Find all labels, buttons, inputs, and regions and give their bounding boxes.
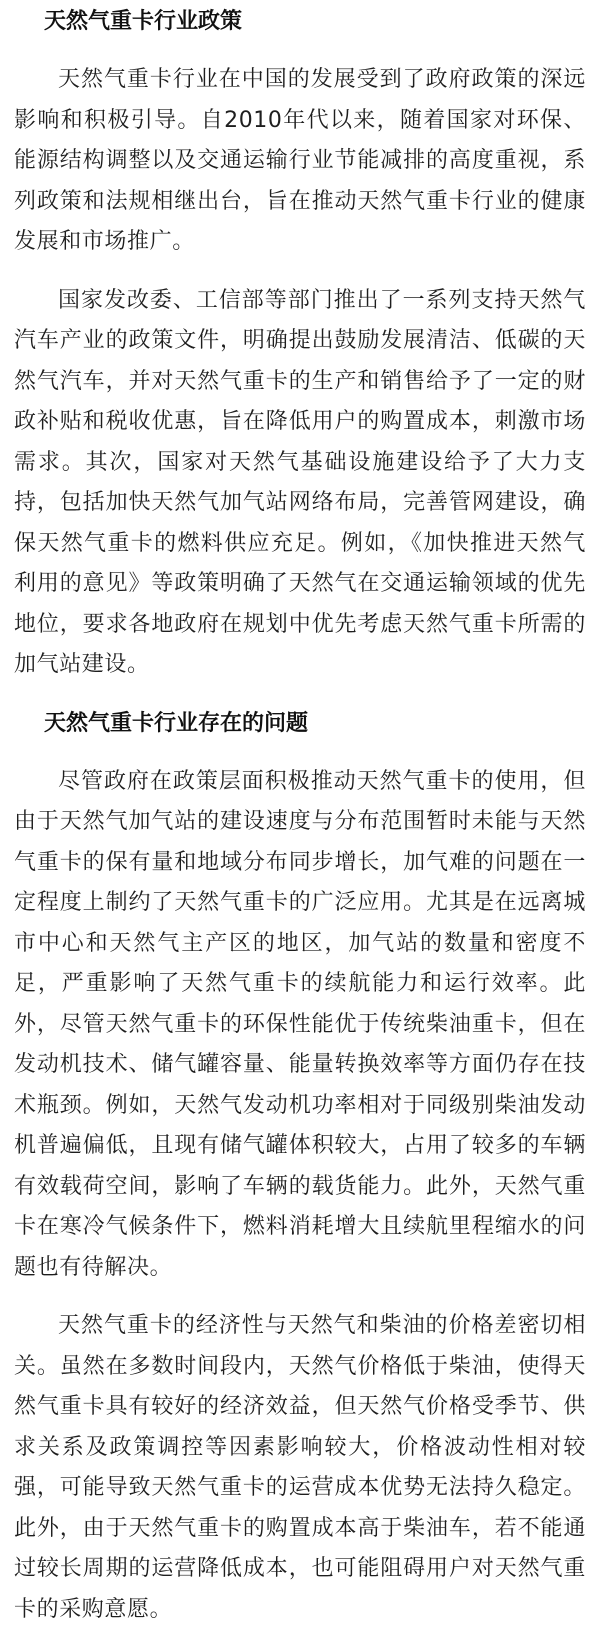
paragraph: 天然气重卡行业在中国的发展受到了政府政策的深远影响和积极引导。自2010年代以来，随着国家对环保、能源结构调整以及交通运输行业节能减排的高度重视，系列政策和法规相继出台，旨在推动天然气重卡行业的健康发展和市场推广。 [14, 67, 586, 254]
article-body [0, 2, 600, 1623]
section-heading-policy: 天然气重卡行业政策 [44, 9, 243, 34]
paragraph: 尽管政府在政策层面积极推动天然气重卡的使用，但由于天然气加气站的建设速度与分布范围暂时未能与天然气重卡的保有量和地域分布同步增长，加气难的问题在一定程度上制约了天然气重卡的广泛应用。尤其是在远离城市中心和天然气主产区的地区，加气站的数量和密度不足，严重影响了天然气重卡的续航能力和运行效率。此外，尽管天然气重卡的环保性能优于传统柴油重卡，但在发动机技术、储气罐容量、能量转换效率等方面仍存在技术瓶颈。例如，天然气发动机功率相对于同级别柴油发动机普遍偏低，且现有储气罐体积较大，占用了较多的车辆有效载荷空间，影响了车辆的载货能力。此外，天然气重卡在寒冷气候条件下，燃料消耗增大且续航里程缩水的问题也有待解决。 [14, 768, 586, 1280]
paragraph: 国家发改委、工信部等部门推出了一系列支持天然气汽车产业的政策文件，明确提出鼓励发展清洁、低碳的天然气汽车，并对天然气重卡的生产和销售给予了一定的财政补贴和税收优惠，旨在降低用户的购置成本，刺激市场需求。其次，国家对天然气基础设施建设给予了大力支持，包括加快天然气加气站网络布局，完善管网建设，确保天然气重卡的燃料供应充足。例如，《加快推进天然气利用的意见》等政策明确了天然气在交通运输领域的优先地位，要求各地政府在规划中优先考虑天然气重卡所需的加气站建设。 [14, 287, 586, 677]
paragraph: 天然气重卡的经济性与天然气和柴油的价格差密切相关。虽然在多数时间段内，天然气价格低于柴油，使得天然气重卡具有较好的经济效益，但天然气价格受季节、供求关系及政策调控等因素影响较大，价格波动性相对较强，可能导致天然气重卡的运营成本优势无法持久稳定。此外，由于天然气重卡的购置成本高于柴油车，若不能通过较长周期的运营降低成本，也可能阻碍用户对天然气重卡的采购意愿。 [14, 1313, 586, 1622]
section-heading-problems: 天然气重卡行业存在的问题 [44, 710, 309, 736]
